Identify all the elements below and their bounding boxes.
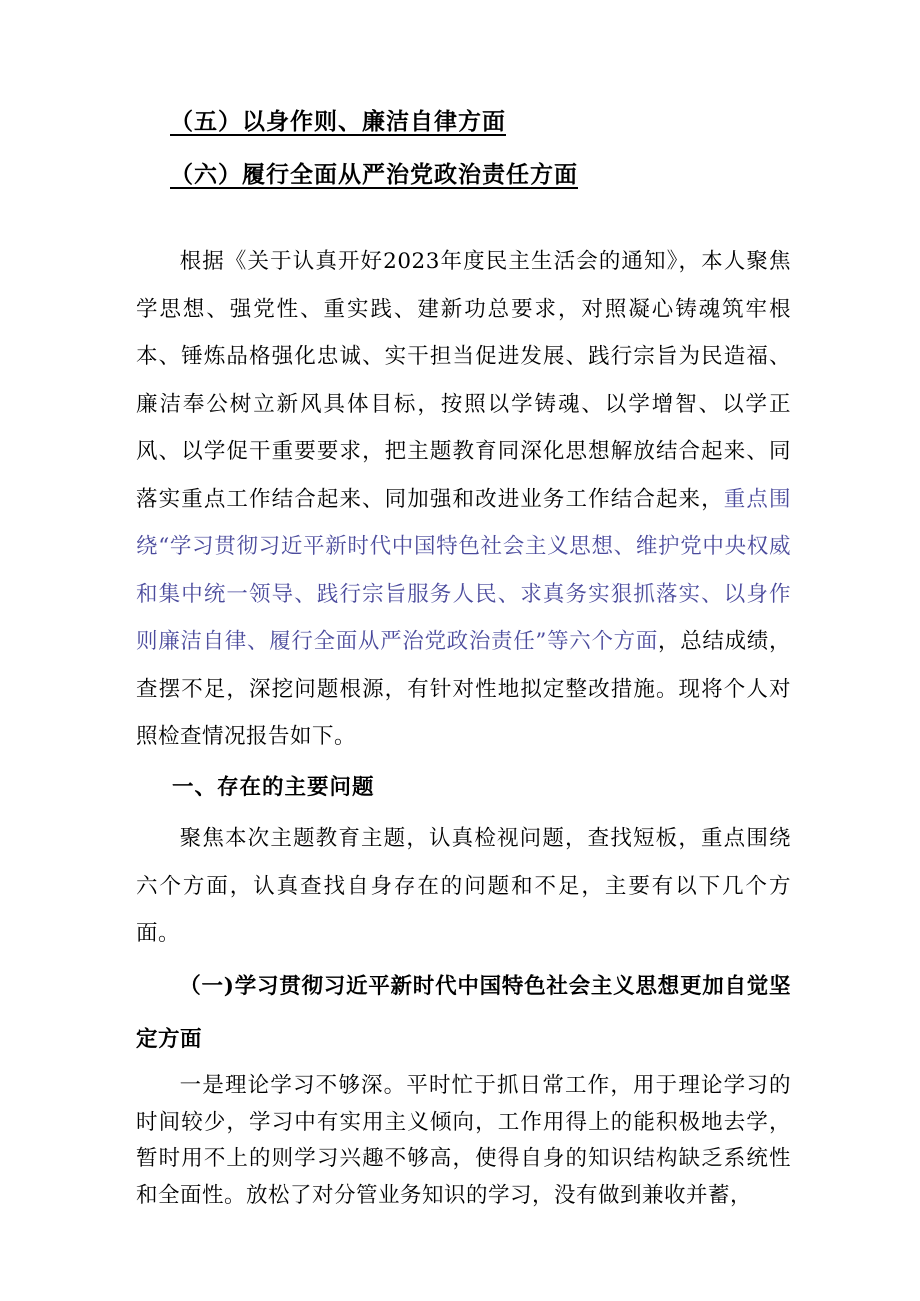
- section-heading-main-problems: 一、存在的主要问题: [172, 775, 375, 800]
- subsection-heading-text: （一)学习贯彻习近平新时代中国特色社会主义思想更加自觉坚定方面: [136, 974, 791, 1052]
- intro-highlight-text: 重点围绕“学习贯彻习近平新时代中国特色社会主义思想、维护党中央权威和集中统一领导、践行宗旨服务人民、求真务实狠抓落实、以身作则廉洁自律、履行全面从严治党政治责任”等六个方面: [136, 486, 791, 654]
- subsection-paragraph: [136, 1068, 791, 1214]
- intro-text-after: ，总结成绩，查摆不足，深挖问题根源，有针对性地拟定整改措施。现将个人对照检查情况报告如下。: [136, 629, 791, 749]
- section-paragraph-text: 聚焦本次主题教育主题，认真检视问题，查找短板，重点围绕六个方面，认真查找自身存在的问题和不足，主要有以下几个方面。: [136, 826, 791, 946]
- toc-item-6: （六）履行全面从严治党政治责任方面: [170, 161, 578, 188]
- intro-paragraph: [136, 238, 791, 761]
- intro-text-before: 根据《关于认真开好2023年度民主生活会的通知》，本人聚焦学思想、强党性、重实践、建新功总要求，对照凝心铸魂筑牢根本、锤炼品格强化忠诚、实干担当促进发展、践行宗旨为民造福、廉洁奉公树立新风具体目标，按照以学铸魂、以学增智、以学正风、以学促干重要要求，把主题教育同深化思想解放结合起来、同落实重点工作结合起来、同加强和改进业务工作结合起来，: [136, 249, 791, 512]
- section-paragraph: [136, 815, 791, 958]
- subsection-paragraph-text: 一是理论学习不够深。平时忙于抓日常工作，用于理论学习的时间较少，学习中有实用主义倾向，工作用得上的能积极地去学，暂时用不上的则学习兴趣不够高，使得自身的知识结构缺乏系统性和全面性。放松了对分管业务知识的学习，没有做到兼收并蓄，: [136, 1073, 791, 1208]
- subsection-heading: [136, 960, 791, 1066]
- toc-item-5: （五）以身作则、廉洁自律方面: [170, 108, 506, 135]
